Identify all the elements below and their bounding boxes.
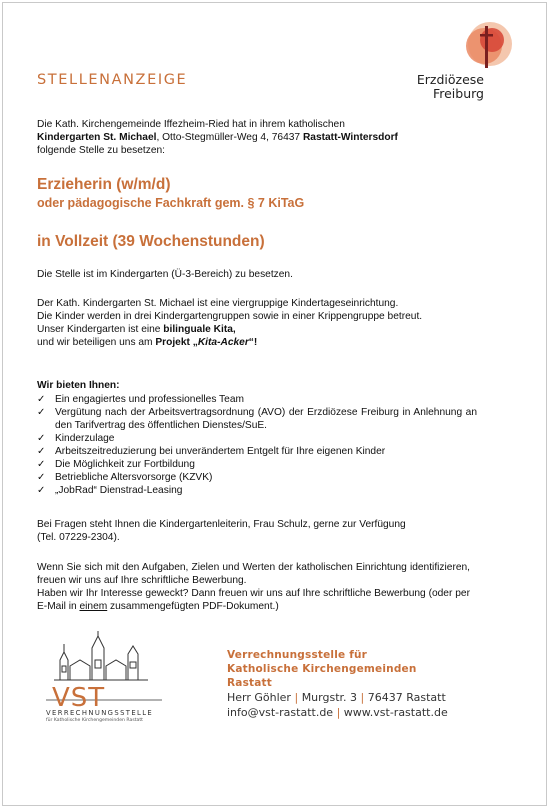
job-scope: in Vollzeit (39 Wochenstunden) [37,233,265,250]
list-item [37,445,477,458]
application-line-2a: Haben wir Ihr Interesse geweckt? Dann freuen wir uns auf Ihre schriftliche Bewerbung (oder per E-Mail in [37,588,470,612]
contact-city: 76437 Rastatt [367,691,446,704]
description-line-1: Der Kath. Kindergarten St. Michael ist eine viergruppige Kindertageseinrichtung. [37,298,399,309]
church-logo-icon [460,18,514,72]
org-line-3: Rastatt [227,677,272,689]
check-icon: ✓ [37,472,46,483]
bilingual-kita: bilinguale Kita, [163,324,236,335]
job-title: Erzieherin (w/m/d) [37,176,171,193]
document-title: STELLENANZEIGE [37,72,188,88]
position-note: Die Stelle ist im Kindergarten (Ü-3-Bereich) zu besetzen. [37,269,293,280]
description-line-2: Die Kinder werden in drei Kindergartengruppen sowie in einer Krippengruppe betreut. [37,311,423,322]
separator: | [360,691,365,704]
contact-question [37,518,477,544]
kindergarten-town: Rastatt-Wintersdorf [302,132,398,143]
vst-logo-tagline: für Katholische Kirchengemeinden Rastatt [46,718,143,723]
application-underlined: einem [79,601,108,612]
list-item-text: Vergütung nach der Arbeitsvertragsordnung (AVO) der Erzdiözese Freiburg in Anlehnung an den Tarifvertrag des öffentlichen Dienstes/SuE. [55,407,477,431]
application-text [37,561,470,613]
separator: | [336,706,341,719]
address-line [227,690,448,705]
intro-line-3: folgende Stelle zu besetzen: [37,145,166,156]
check-icon: ✓ [37,485,46,496]
kindergarten-description [37,297,477,349]
list-item-text: Die Möglichkeit zur Fortbildung [55,459,195,470]
job-subtitle: oder pädagogische Fachkraft gem. § 7 KiTaG [37,196,305,210]
separator: | [294,691,299,704]
description-line-3a: Unser Kindergarten ist eine [37,324,164,335]
erzdioezese-logo [418,18,528,104]
offer-list [37,393,477,497]
kindergarten-name: Kindergarten St. Michael [37,132,157,143]
list-item [37,458,477,471]
project-name: Kita-Acker [197,337,249,348]
check-icon: ✓ [37,433,46,444]
footer-contact [227,648,448,720]
list-item [37,393,477,406]
contact-question-line-1: Bei Fragen steht Ihnen die Kindergartenleiterin, Frau Schulz, gerne zur Verfügung [37,519,406,530]
list-item-text: Arbeitszeitreduzierung bei unverändertem Entgelt für Ihre eigenen Kinder [55,446,386,457]
project-prefix: Projekt „ [155,337,198,348]
list-item-text: Ein engagiertes und professionelles Team [55,394,244,405]
list-item [37,432,477,445]
contact-street: Murgstr. 3 [301,691,358,704]
description-line-4a: und wir beteiligen uns am [37,337,156,348]
kindergarten-address: , Otto-Stegmüller-Weg 4, 76437 [156,132,303,143]
check-icon: ✓ [37,407,46,418]
check-icon: ✓ [37,394,46,405]
description-line-4 [37,336,477,349]
email-link[interactable]: info@vst-rastatt.de [227,706,334,719]
org-line-2: Katholische Kirchengemeinden [227,663,417,675]
org-line-1: Verrechnungsstelle für [227,649,368,661]
description-line-3 [37,323,477,336]
intro-line-2 [37,131,398,144]
application-line-2 [37,587,470,613]
application-line-2b: zusammengefügten PDF-Dokument.) [107,601,279,612]
list-item-text: Kinderzulage [55,433,115,444]
project-suffix: “! [248,337,258,348]
list-item-text: „JobRad“ Dienstrad-Leasing [55,485,183,496]
list-item-text: Betriebliche Altersvorsorge (KZVK) [55,472,213,483]
contact-phone: (Tel. 07229-2304). [37,532,120,543]
website-link[interactable]: www.vst-rastatt.de [343,706,448,719]
check-icon: ✓ [37,459,46,470]
list-item [37,406,477,432]
intro-line-1: Die Kath. Kirchengemeinde Iffezheim-Ried hat in ihrem katholischen [37,119,345,130]
list-item [37,471,477,484]
offer-heading: Wir bieten Ihnen: [37,380,120,391]
list-item [37,484,477,497]
application-line-1: Wenn Sie sich mit den Aufgaben, Zielen und Werten der katholischen Einrichtung identifizieren, freuen wir uns auf Ihre schriftliche Bewerbung. [37,562,470,586]
vst-logo-text: VST [52,683,106,713]
project-label [155,337,257,348]
logo-line-2: Freiburg [432,86,484,101]
intro-text [37,118,398,157]
contact-name: Herr Göhler [227,691,291,704]
check-icon: ✓ [37,446,46,457]
online-line [227,705,448,720]
logo-line-1: Erzdiözese [416,72,484,87]
vst-logo-subtitle: VERRECHNUNGSSTELLE [46,709,154,717]
